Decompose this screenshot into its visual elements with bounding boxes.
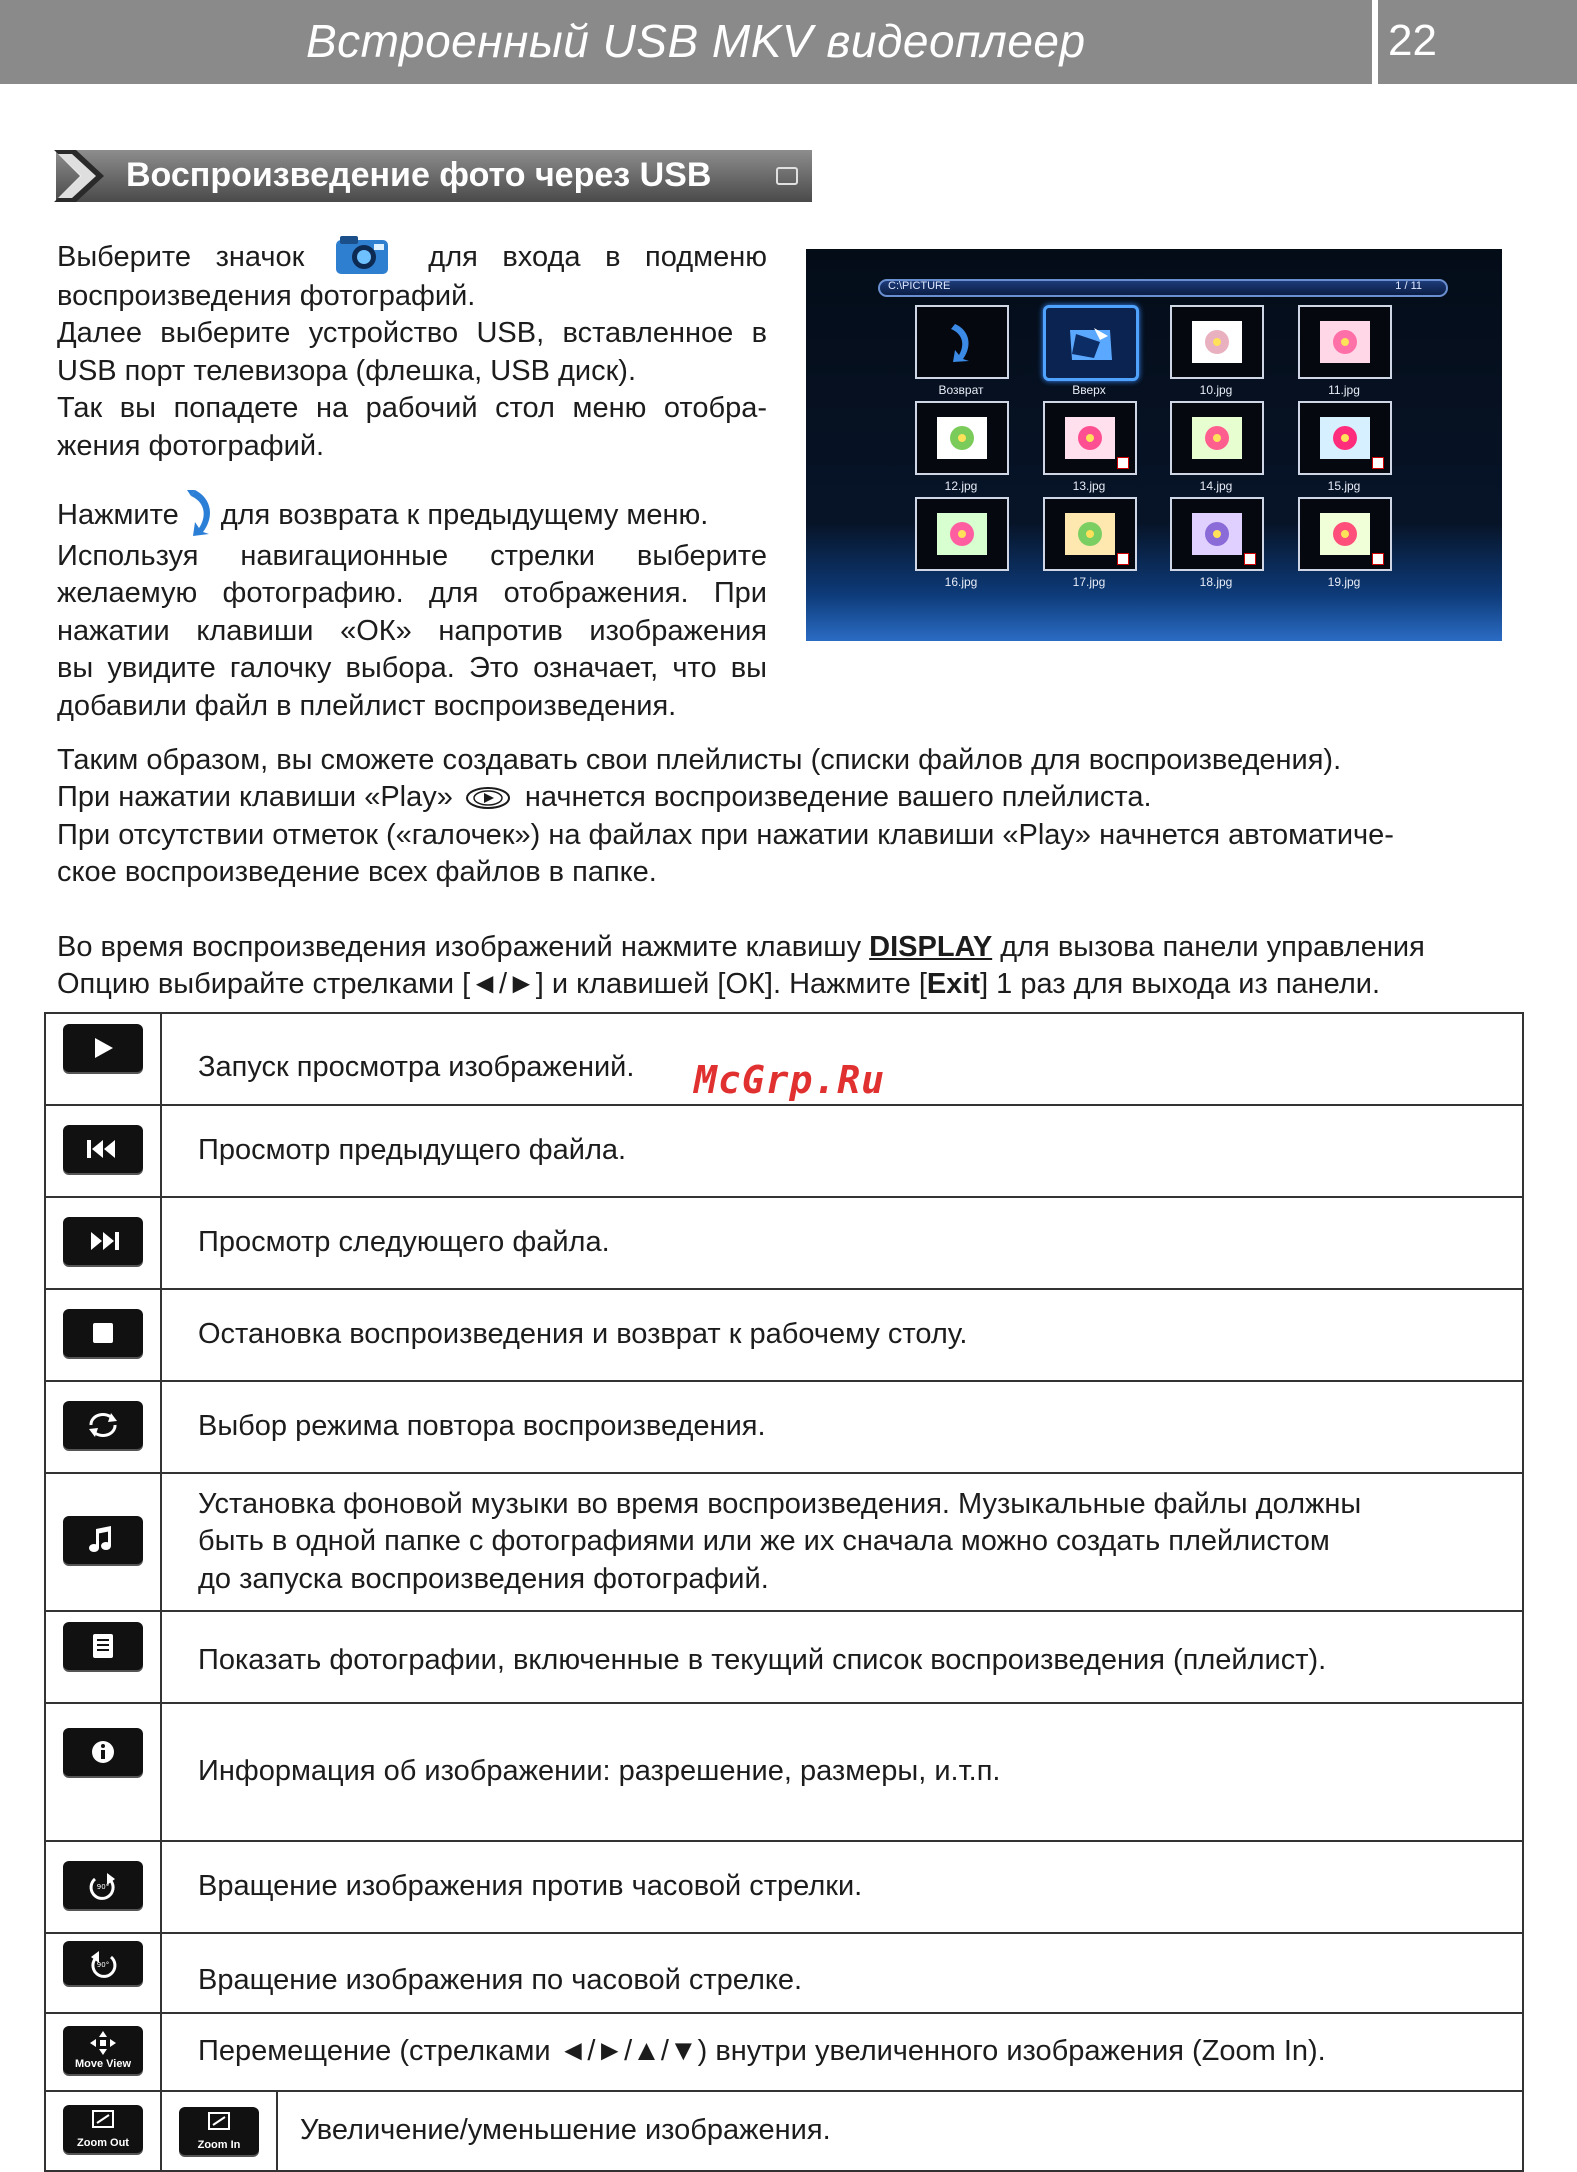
rotate-cw-icon: [63, 1941, 143, 1985]
control-row-music: [45, 1473, 1523, 1611]
photo-thumbnail-icon: [1320, 321, 1370, 363]
back-line-5: вы увидите галочку выбора. Это означает, что вы: [57, 652, 767, 685]
back-line-4: нажатии клавиши «ОК» напротив изображения: [57, 614, 767, 647]
photo-thumbnail-icon: [937, 417, 987, 459]
control-text: Вращение изображения по часовой стрелке.: [161, 1933, 1523, 2013]
play-button-symbol-icon: [465, 786, 511, 810]
control-text: Запуск просмотра изображений.: [161, 1013, 1523, 1105]
back-arrow-icon: [937, 321, 987, 363]
thumbnail-tile[interactable]: [1043, 305, 1139, 381]
photo-thumbnail-icon: [1065, 417, 1115, 459]
watermark: McGrp.Ru: [694, 1058, 886, 1102]
next-icon: [63, 1217, 143, 1265]
thumbnail-tile[interactable]: [1043, 497, 1137, 571]
checkmark-icon: [1244, 553, 1256, 565]
thumbnail-tile[interactable]: [1298, 401, 1392, 475]
checkmark-icon: [1117, 553, 1129, 565]
playlist-icon: [63, 1622, 143, 1670]
photo-browser-screenshot: [806, 249, 1502, 641]
thumbnail-tile[interactable]: [1170, 497, 1264, 571]
checkmark-icon: [1372, 457, 1384, 469]
playlist-line-2: При нажатии клавиши «Play» начнется воспроизведение вашего плейлиста.: [57, 781, 1152, 814]
playlist-line-1: Таким образом, вы сможете создавать свои плейлисты (списки файлов для воспроизведения).: [57, 744, 1342, 776]
thumbnail-tile[interactable]: [915, 401, 1009, 475]
banner-square-icon: [776, 167, 798, 185]
svg-text:90°: 90°: [96, 1960, 110, 1969]
control-text: Вращение изображения против часовой стрелки.: [161, 1841, 1523, 1933]
previous-icon: [63, 1125, 143, 1173]
intro-line-4: USB порт телевизора (флешка, USB диск).: [57, 354, 637, 387]
intro-line-2: воспроизведения фотографий.: [57, 280, 476, 312]
intro-line-5: Так вы попадете на рабочий стол меню отобра-: [57, 392, 767, 425]
thumbnail-label: 19.jpg: [1327, 575, 1361, 589]
back-line-3: желаемую фотографию. для отображения. При: [57, 577, 767, 610]
section-title: Воспроизведение фото через USB: [126, 156, 712, 194]
thumbnail-tile[interactable]: [1043, 401, 1137, 475]
thumbnail-label: 15.jpg: [1327, 479, 1361, 493]
svg-text:90°: 90°: [96, 1882, 110, 1891]
camera-icon: [334, 228, 390, 278]
thumbnail-label: 17.jpg: [1072, 575, 1106, 589]
photo-thumbnail-icon: [1192, 513, 1242, 555]
folder-up-icon: [1066, 322, 1116, 364]
thumbnail-tile[interactable]: [1298, 497, 1392, 571]
thumbnail-label: 13.jpg: [1072, 479, 1106, 493]
back-arrow-icon: [181, 486, 219, 538]
photo-thumbnail-icon: [1192, 417, 1242, 459]
intro-line-6: жения фотографий.: [57, 429, 325, 462]
checkmark-icon: [1372, 553, 1384, 565]
thumbnail-label: 12.jpg: [944, 479, 978, 493]
thumbnail-tile[interactable]: [915, 497, 1009, 571]
controls-table: [44, 1012, 1524, 2172]
control-text: Просмотр предыдущего файла.: [161, 1105, 1523, 1197]
thumbnail-label: 11.jpg: [1328, 383, 1360, 397]
control-row-zoom: [45, 2091, 1523, 2171]
photo-thumbnail-icon: [1320, 417, 1370, 459]
thumbnail-label: Возврат: [938, 383, 984, 397]
display-line-2: Опцию выбирайте стрелками [◄/►] и клавишей [ОК]. Нажмите [Exit] 1 раз для выхода из панели.: [57, 968, 1381, 1001]
control-text: Увеличение/уменьшение изображения.: [300, 2114, 831, 2147]
repeat-icon: [63, 1401, 143, 1449]
back-line-1: Нажмите для возврата к предыдущему меню.: [57, 486, 767, 538]
zoom-in-icon: Zoom In: [179, 2107, 259, 2155]
back-line-6: добавили файл в плейлист воспроизведения.: [57, 689, 677, 722]
control-row-rotate-cw: [45, 1933, 1523, 2013]
back-line-2: Используя навигационные стрелки выберите: [57, 540, 767, 572]
control-row-stop: [45, 1289, 1523, 1381]
intro-line-3: Далее выберите устройство USB, вставленное в: [57, 317, 767, 350]
thumbnail-label: 14.jpg: [1199, 479, 1233, 493]
photo-thumbnail-icon: [937, 513, 987, 555]
thumbnail-tile[interactable]: [915, 305, 1009, 379]
path-bar: [878, 279, 1448, 297]
control-row-move-view: [45, 2013, 1523, 2091]
thumbnail-label: 10.jpg: [1199, 383, 1233, 397]
playlist-paragraph: [57, 742, 1527, 892]
photo-thumbnail-icon: [1320, 513, 1370, 555]
section-banner: [56, 150, 812, 202]
control-text-multiline: Установка фоновой музыки во время воспроизведения. Музыкальные файлы должны быть в одной папке с фотографиями или же их сначала можно создать плейлистом до запуска воспроизведения фотографий.: [161, 1473, 1523, 1611]
thumbnail-tile[interactable]: [1170, 305, 1264, 379]
control-text: Перемещение (стрелками ◄/►/▲/▼) внутри увеличенного изображения (Zoom In).: [161, 2013, 1523, 2091]
rotate-ccw-icon: [63, 1861, 143, 1909]
stop-icon: [63, 1309, 143, 1357]
control-row-rotate-ccw: [45, 1841, 1523, 1933]
music-icon: [63, 1516, 143, 1564]
checkmark-icon: [1117, 457, 1129, 469]
intro-line-1: Выберите значок для входа в подменю: [57, 228, 767, 278]
control-text: Просмотр следующего файла.: [161, 1197, 1523, 1289]
thumbnail-label: 16.jpg: [944, 575, 978, 589]
control-text: Информация об изображении: разрешение, размеры, и.т.п.: [161, 1703, 1523, 1841]
header-bar: [0, 0, 1372, 84]
move-view-icon: Move View: [63, 2026, 143, 2074]
path-text: C:\PICTURE: [888, 280, 951, 292]
control-row-next: [45, 1197, 1523, 1289]
photo-thumbnail-icon: [1192, 321, 1242, 363]
control-text: Остановка воспроизведения и возврат к рабочему столу.: [161, 1289, 1523, 1381]
exit-key: Exit: [926, 968, 981, 1001]
control-row-info: [45, 1703, 1523, 1841]
info-icon: [63, 1728, 143, 1776]
control-row-playlist: [45, 1611, 1523, 1703]
banner-arrow-icon: [54, 150, 104, 202]
playlist-line-3: При отсутствии отметок («галочек») на файлах при нажатии клавиши «Play» начнется автоматиче-: [57, 818, 1394, 851]
zoom-out-icon: Zoom Out: [63, 2105, 143, 2153]
thumbnail-tile[interactable]: [1298, 305, 1392, 379]
control-row-previous: [45, 1105, 1523, 1197]
thumbnail-label: 18.jpg: [1199, 575, 1233, 589]
header-title: Встроенный USB MKV видеоплеер: [306, 15, 1086, 67]
control-text: Показать фотографии, включенные в текущий список воспроизведения (плейлист).: [161, 1611, 1523, 1703]
photo-thumbnail-icon: [1065, 513, 1115, 555]
intro-paragraph: [57, 228, 767, 465]
play-icon: [63, 1024, 143, 1072]
page-counter: 1 / 11: [1395, 280, 1422, 292]
page-number-box: [1378, 0, 1577, 84]
back-paragraph: [57, 486, 767, 725]
display-key: DISPLAY: [869, 931, 993, 963]
page-number: 22: [1388, 16, 1437, 65]
display-line-1: Во время воспроизведения изображений нажмите клавишу DISPLAY для вызова панели управления: [57, 931, 1425, 963]
playlist-line-4: ское воспроизведение всех файлов в папке.: [57, 856, 657, 889]
thumbnail-tile[interactable]: [1170, 401, 1264, 475]
display-paragraph: [57, 929, 1527, 1004]
control-row-repeat: [45, 1381, 1523, 1473]
control-text: Выбор режима повтора воспроизведения.: [161, 1381, 1523, 1473]
thumbnail-label: Вверх: [1072, 383, 1106, 397]
